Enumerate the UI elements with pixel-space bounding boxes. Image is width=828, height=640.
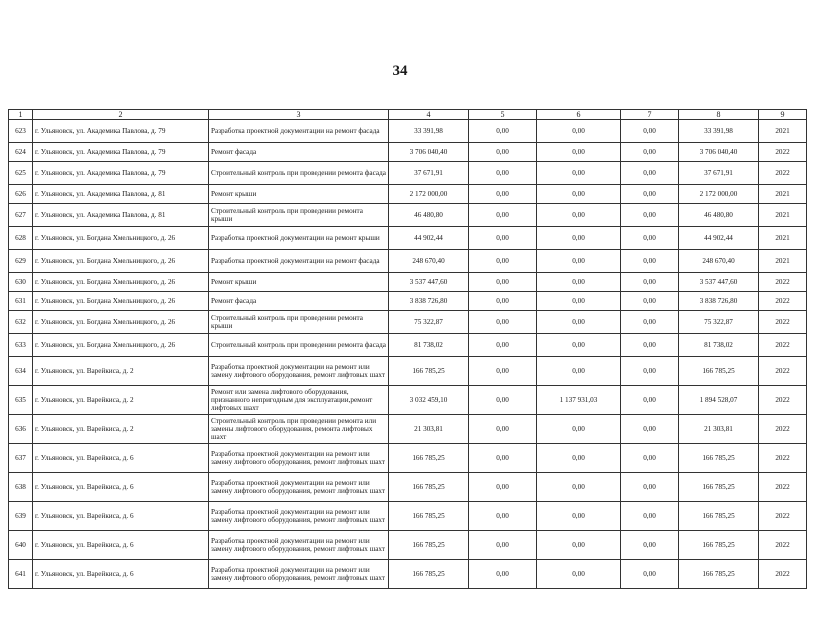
page-number: 34 [392, 63, 408, 79]
table-row [9, 473, 807, 502]
year-cell: 2021 [759, 204, 807, 227]
amount-total-cell: 33 391,98 [389, 120, 469, 143]
table-row [9, 120, 807, 143]
table-row [9, 204, 807, 227]
address-cell: г. Ульяновск, ул. Варейкиса, д. 2 [33, 386, 209, 415]
work-type-cell: Строительный контроль при проведении ремонта фасада [209, 334, 389, 357]
amount-cell: 0,00 [621, 204, 679, 227]
amount-cell: 0,00 [537, 415, 621, 444]
work-type-cell: Ремонт или замена лифтового оборудования, признанного непригодным для эксплуатации,ремонт лифтовых шахт [209, 386, 389, 415]
row-number: 623 [9, 120, 33, 143]
work-type-cell: Разработка проектной документации на ремонт фасада [209, 250, 389, 273]
address-cell: г. Ульяновск, ул. Академика Павлова, д. 79 [33, 162, 209, 185]
year-cell: 2021 [759, 250, 807, 273]
table-row [9, 185, 807, 204]
amount-cell: 0,00 [621, 273, 679, 292]
address-cell: г. Ульяновск, ул. Академика Павлова, д. 81 [33, 204, 209, 227]
row-number: 635 [9, 386, 33, 415]
year-cell: 2022 [759, 415, 807, 444]
amount-cell: 0,00 [469, 204, 537, 227]
year-cell: 2022 [759, 386, 807, 415]
address-cell: г. Ульяновск, ул. Богдана Хмельницкого, д. 26 [33, 250, 209, 273]
amount-cell: 0,00 [537, 120, 621, 143]
amount-cell: 0,00 [537, 444, 621, 473]
row-number: 631 [9, 292, 33, 311]
amount-total-cell: 81 738,02 [389, 334, 469, 357]
table-row [9, 502, 807, 531]
table-row [9, 273, 807, 292]
work-type-cell: Разработка проектной документации на ремонт или замену лифтового оборудования, ремонт лифтовых шахт [209, 560, 389, 589]
amount-total-cell: 166 785,25 [389, 444, 469, 473]
amount-total-cell: 166 785,25 [389, 502, 469, 531]
amount-cell: 0,00 [469, 292, 537, 311]
year-cell: 2021 [759, 227, 807, 250]
amount-cell: 0,00 [469, 531, 537, 560]
amount-cell: 2 172 000,00 [679, 185, 759, 204]
amount-cell: 0,00 [537, 204, 621, 227]
amount-cell: 0,00 [469, 185, 537, 204]
amount-cell: 0,00 [469, 473, 537, 502]
work-type-cell: Строительный контроль при проведении ремонта или замены лифтового оборудования, ремонта лифтовых шахт [209, 415, 389, 444]
amount-total-cell: 248 670,40 [389, 250, 469, 273]
work-type-cell: Разработка проектной документации на ремонт или замену лифтового оборудования, ремонт лифтовых шахт [209, 357, 389, 386]
work-type-cell: Строительный контроль при проведении ремонта крыши [209, 311, 389, 334]
amount-cell: 0,00 [537, 292, 621, 311]
year-cell: 2022 [759, 473, 807, 502]
address-cell: г. Ульяновск, ул. Академика Павлова, д. 81 [33, 185, 209, 204]
row-number: 640 [9, 531, 33, 560]
table-row [9, 531, 807, 560]
amount-cell: 0,00 [621, 334, 679, 357]
amount-cell: 0,00 [537, 560, 621, 589]
amount-cell: 44 902,44 [679, 227, 759, 250]
year-cell: 2022 [759, 143, 807, 162]
amount-cell: 3 838 726,80 [679, 292, 759, 311]
year-cell: 2022 [759, 502, 807, 531]
amount-total-cell: 46 480,80 [389, 204, 469, 227]
work-type-cell: Строительный контроль при проведении ремонта крыши [209, 204, 389, 227]
table-row [9, 334, 807, 357]
table-row [9, 162, 807, 185]
work-type-cell: Разработка проектной документации на ремонт или замену лифтового оборудования, ремонт лифтовых шахт [209, 444, 389, 473]
amount-total-cell: 37 671,91 [389, 162, 469, 185]
work-type-cell: Разработка проектной документации на ремонт или замену лифтового оборудования, ремонт лифтовых шахт [209, 473, 389, 502]
row-number: 633 [9, 334, 33, 357]
row-number: 624 [9, 143, 33, 162]
amount-total-cell: 21 303,81 [389, 415, 469, 444]
amount-total-cell: 44 902,44 [389, 227, 469, 250]
address-cell: г. Ульяновск, ул. Академика Павлова, д. 79 [33, 143, 209, 162]
year-cell: 2022 [759, 444, 807, 473]
amount-cell: 0,00 [621, 531, 679, 560]
amount-cell: 21 303,81 [679, 415, 759, 444]
amount-cell: 0,00 [621, 357, 679, 386]
year-cell: 2022 [759, 531, 807, 560]
row-number: 630 [9, 273, 33, 292]
amount-cell: 0,00 [537, 143, 621, 162]
work-type-cell: Строительный контроль при проведении ремонта фасада [209, 162, 389, 185]
work-type-cell: Разработка проектной документации на ремонт или замену лифтового оборудования, ремонт лифтовых шахт [209, 531, 389, 560]
row-number: 636 [9, 415, 33, 444]
header-cell: 9 [759, 110, 807, 120]
row-number: 626 [9, 185, 33, 204]
amount-cell: 0,00 [537, 357, 621, 386]
amount-cell: 0,00 [621, 415, 679, 444]
row-number: 629 [9, 250, 33, 273]
work-type-cell: Разработка проектной документации на ремонт или замену лифтового оборудования, ремонт лифтовых шахт [209, 502, 389, 531]
work-type-cell: Разработка проектной документации на ремонт крыши [209, 227, 389, 250]
amount-cell: 3 537 447,60 [679, 273, 759, 292]
table-row [9, 415, 807, 444]
amount-cell: 0,00 [537, 250, 621, 273]
amount-cell: 0,00 [469, 502, 537, 531]
amount-cell: 0,00 [469, 560, 537, 589]
table-row [9, 386, 807, 415]
amount-cell: 0,00 [469, 386, 537, 415]
header-cell: 8 [679, 110, 759, 120]
address-cell: г. Ульяновск, ул. Варейкиса, д. 6 [33, 531, 209, 560]
amount-cell: 166 785,25 [679, 531, 759, 560]
work-type-cell: Ремонт крыши [209, 273, 389, 292]
header-cell: 5 [469, 110, 537, 120]
amount-cell: 0,00 [469, 415, 537, 444]
row-number: 632 [9, 311, 33, 334]
amount-cell: 0,00 [621, 162, 679, 185]
amount-total-cell: 3 706 040,40 [389, 143, 469, 162]
header-cell: 6 [537, 110, 621, 120]
amount-cell: 0,00 [537, 311, 621, 334]
address-cell: г. Ульяновск, ул. Богдана Хмельницкого, д. 26 [33, 334, 209, 357]
amount-cell: 0,00 [469, 334, 537, 357]
amount-cell: 0,00 [469, 250, 537, 273]
amount-cell: 166 785,25 [679, 357, 759, 386]
amount-cell: 0,00 [469, 162, 537, 185]
amount-cell: 0,00 [469, 227, 537, 250]
address-cell: г. Ульяновск, ул. Богдана Хмельницкого, д. 26 [33, 311, 209, 334]
row-number: 641 [9, 560, 33, 589]
work-type-cell: Разработка проектной документации на ремонт фасада [209, 120, 389, 143]
amount-cell: 0,00 [469, 273, 537, 292]
amount-cell: 0,00 [537, 185, 621, 204]
column-number-row [9, 110, 807, 120]
work-type-cell: Ремонт крыши [209, 185, 389, 204]
amount-cell: 0,00 [621, 473, 679, 502]
address-cell: г. Ульяновск, ул. Богдана Хмельницкого, д. 26 [33, 227, 209, 250]
amount-cell: 0,00 [537, 531, 621, 560]
amount-cell: 1 894 528,07 [679, 386, 759, 415]
amount-total-cell: 2 172 000,00 [389, 185, 469, 204]
amount-cell: 81 738,02 [679, 334, 759, 357]
amount-total-cell: 3 838 726,80 [389, 292, 469, 311]
amount-total-cell: 3 032 459,10 [389, 386, 469, 415]
amount-cell: 0,00 [537, 473, 621, 502]
table-row [9, 292, 807, 311]
amount-cell: 46 480,80 [679, 204, 759, 227]
amount-cell: 0,00 [537, 227, 621, 250]
address-cell: г. Ульяновск, ул. Варейкиса, д. 2 [33, 357, 209, 386]
amount-cell: 0,00 [537, 334, 621, 357]
address-cell: г. Ульяновск, ул. Богдана Хмельницкого, д. 26 [33, 292, 209, 311]
work-type-cell: Ремонт фасада [209, 143, 389, 162]
header-cell: 3 [209, 110, 389, 120]
header-cell: 7 [621, 110, 679, 120]
amount-cell: 166 785,25 [679, 473, 759, 502]
amount-cell: 33 391,98 [679, 120, 759, 143]
year-cell: 2022 [759, 311, 807, 334]
amount-cell: 0,00 [621, 227, 679, 250]
amount-cell: 0,00 [621, 502, 679, 531]
year-cell: 2022 [759, 292, 807, 311]
table-row [9, 560, 807, 589]
table-row [9, 143, 807, 162]
year-cell: 2021 [759, 120, 807, 143]
amount-cell: 0,00 [621, 311, 679, 334]
table-row [9, 250, 807, 273]
amount-cell: 0,00 [621, 444, 679, 473]
year-cell: 2022 [759, 560, 807, 589]
amount-total-cell: 75 322,87 [389, 311, 469, 334]
amount-total-cell: 166 785,25 [389, 531, 469, 560]
table-row [9, 444, 807, 473]
work-type-cell: Ремонт фасада [209, 292, 389, 311]
address-cell: г. Ульяновск, ул. Варейкиса, д. 2 [33, 415, 209, 444]
amount-cell: 0,00 [469, 357, 537, 386]
amount-cell: 37 671,91 [679, 162, 759, 185]
amount-cell: 166 785,25 [679, 560, 759, 589]
amount-total-cell: 166 785,25 [389, 357, 469, 386]
amount-cell: 0,00 [621, 185, 679, 204]
amount-cell: 1 137 931,03 [537, 386, 621, 415]
row-number: 628 [9, 227, 33, 250]
amount-cell: 0,00 [621, 386, 679, 415]
row-number: 639 [9, 502, 33, 531]
amount-cell: 0,00 [469, 444, 537, 473]
year-cell: 2022 [759, 162, 807, 185]
year-cell: 2022 [759, 357, 807, 386]
address-cell: г. Ульяновск, ул. Варейкиса, д. 6 [33, 560, 209, 589]
amount-cell: 0,00 [621, 143, 679, 162]
amount-cell: 75 322,87 [679, 311, 759, 334]
amount-total-cell: 166 785,25 [389, 473, 469, 502]
amount-cell: 248 670,40 [679, 250, 759, 273]
row-number: 637 [9, 444, 33, 473]
row-number: 625 [9, 162, 33, 185]
amount-cell: 0,00 [621, 292, 679, 311]
amount-total-cell: 166 785,25 [389, 560, 469, 589]
table-row [9, 311, 807, 334]
row-number: 638 [9, 473, 33, 502]
amount-cell: 0,00 [469, 311, 537, 334]
amount-cell: 0,00 [537, 162, 621, 185]
row-number: 634 [9, 357, 33, 386]
year-cell: 2022 [759, 273, 807, 292]
table-row [9, 357, 807, 386]
amount-cell: 0,00 [469, 143, 537, 162]
amount-cell: 0,00 [537, 502, 621, 531]
header-cell: 2 [33, 110, 209, 120]
amount-cell: 3 706 040,40 [679, 143, 759, 162]
row-number: 627 [9, 204, 33, 227]
repair-registry-table [8, 109, 807, 589]
header-cell: 1 [9, 110, 33, 120]
address-cell: г. Ульяновск, ул. Варейкиса, д. 6 [33, 502, 209, 531]
header-cell: 4 [389, 110, 469, 120]
amount-total-cell: 3 537 447,60 [389, 273, 469, 292]
address-cell: г. Ульяновск, ул. Варейкиса, д. 6 [33, 473, 209, 502]
amount-cell: 0,00 [621, 120, 679, 143]
amount-cell: 0,00 [621, 250, 679, 273]
address-cell: г. Ульяновск, ул. Богдана Хмельницкого, д. 26 [33, 273, 209, 292]
amount-cell: 166 785,25 [679, 444, 759, 473]
amount-cell: 166 785,25 [679, 502, 759, 531]
table-row [9, 227, 807, 250]
amount-cell: 0,00 [537, 273, 621, 292]
year-cell: 2022 [759, 334, 807, 357]
address-cell: г. Ульяновск, ул. Варейкиса, д. 6 [33, 444, 209, 473]
address-cell: г. Ульяновск, ул. Академика Павлова, д. 79 [33, 120, 209, 143]
year-cell: 2021 [759, 185, 807, 204]
amount-cell: 0,00 [621, 560, 679, 589]
amount-cell: 0,00 [469, 120, 537, 143]
